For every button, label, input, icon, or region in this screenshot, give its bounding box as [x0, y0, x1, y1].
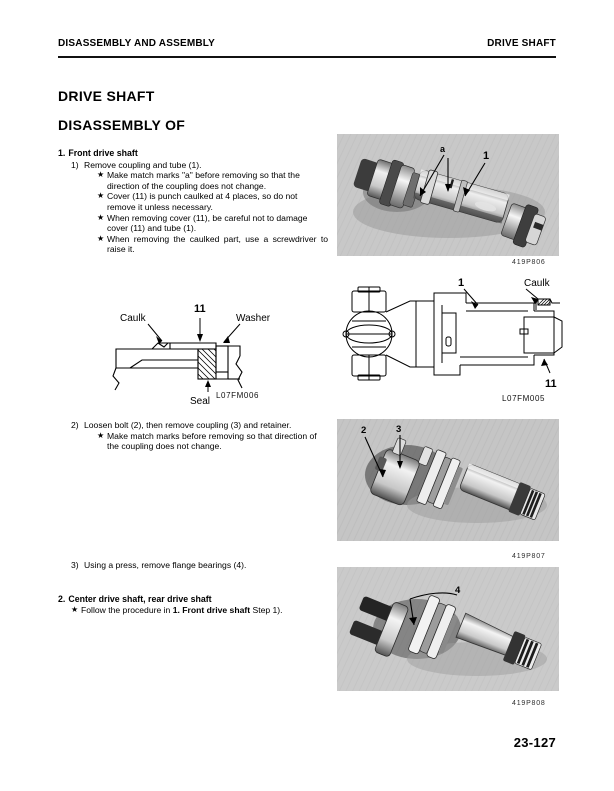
photo3-label-bearing: 4	[455, 585, 461, 596]
step-3-block	[58, 559, 328, 571]
bullet-text: Make match marks before removing so that direction of the coupling does not change.	[107, 430, 317, 452]
photo1-label-tube: 1	[483, 150, 490, 162]
section-1-block	[58, 148, 328, 255]
bullet-text: Make match marks "a" before removing so that the direction of the coupling does not change.	[107, 170, 300, 191]
step-2	[58, 420, 328, 431]
bullet-item	[97, 234, 328, 255]
seal-detail-label-washer: Washer	[236, 313, 271, 324]
section-2-block	[58, 594, 328, 615]
photo2-label-bolt: 2	[361, 425, 367, 436]
header-divider	[58, 56, 556, 58]
photo1-label-match-mark: a	[440, 144, 446, 154]
star-icon: ★	[97, 233, 105, 243]
step-2-number: 2)	[71, 420, 79, 430]
section-1-title: Front drive shaft	[68, 148, 138, 158]
bullet-bold-ref: 1. Front drive shaft	[172, 604, 251, 615]
bullet-item	[97, 213, 328, 234]
seal-detail-label-cover: 11	[194, 303, 206, 315]
photo-front-drive-shaft	[337, 134, 559, 256]
bullet-text: When removing the caulked part, use a screwdriver to raise it.	[107, 233, 328, 255]
star-icon: ★	[97, 212, 105, 222]
step-1-bullets	[58, 170, 328, 255]
photo1-figure-id: 419P806	[512, 259, 546, 266]
bullet-prefix: Follow the procedure in	[81, 604, 173, 615]
bullet-text: When removing cover (11), be careful not to damage cover (11) and tube (1).	[107, 212, 308, 234]
photo2-label-coupling: 3	[396, 424, 402, 435]
cutaway-drawing	[338, 277, 568, 392]
cutaway-label-caulk: Caulk	[524, 278, 550, 289]
page-number: 23-127	[513, 735, 556, 750]
cutaway-label-tube: 1	[458, 277, 465, 289]
section-2-title: Center drive shaft, rear drive shaft	[68, 594, 212, 604]
section-2-bullet	[58, 605, 328, 616]
page-title: DRIVE SHAFT	[58, 88, 155, 104]
step-1-number: 1)	[71, 159, 79, 170]
step-3	[58, 560, 328, 571]
bullet-suffix: Step 1).	[250, 604, 283, 615]
step-1	[58, 160, 328, 171]
cutaway-label-cover: 11	[545, 378, 557, 390]
page-subtitle: DISASSEMBLY OF	[58, 117, 186, 133]
photo-coupling-bolt	[337, 419, 559, 541]
star-icon: ★	[71, 604, 79, 614]
bullet-item	[97, 431, 328, 452]
step-2-bullets	[58, 431, 328, 452]
section-2-heading	[58, 594, 328, 605]
photo-flange-bearings	[337, 567, 559, 691]
step-3-number: 3)	[71, 560, 79, 570]
header-right-title: DRIVE SHAFT	[487, 38, 556, 49]
step-3-text: Using a press, remove flange bearings (4).	[84, 560, 247, 570]
star-icon: ★	[97, 170, 105, 180]
step-1-text: Remove coupling and tube (1).	[84, 159, 202, 170]
photo2-figure-id: 419P807	[512, 553, 546, 560]
bullet-item	[97, 170, 328, 191]
step-2-text: Loosen bolt (2), then remove coupling (3) and retainer.	[84, 420, 292, 430]
bullet-text: Cover (11) is punch caulked at 4 places, so do not remove it unless necessary.	[107, 191, 298, 212]
star-icon: ★	[97, 191, 105, 201]
section-2-number: 2.	[58, 594, 66, 604]
seal-detail-drawing	[112, 286, 312, 407]
star-icon: ★	[97, 430, 105, 440]
step-2-block	[58, 419, 328, 452]
seal-detail-label-caulk: Caulk	[120, 313, 146, 324]
seal-detail-figure-id: L07FM006	[216, 391, 260, 400]
seal-detail-label-seal: Seal	[190, 396, 211, 407]
cutaway-figure-id: L07FM005	[502, 394, 546, 403]
section-2-bullet-text	[81, 605, 328, 616]
photo3-figure-id: 419P808	[512, 700, 546, 707]
section-1-number: 1.	[58, 148, 66, 158]
bullet-item	[97, 191, 328, 212]
header-left-title: DISASSEMBLY AND ASSEMBLY	[58, 38, 216, 49]
running-header	[58, 38, 556, 49]
section-1-heading	[58, 148, 328, 159]
